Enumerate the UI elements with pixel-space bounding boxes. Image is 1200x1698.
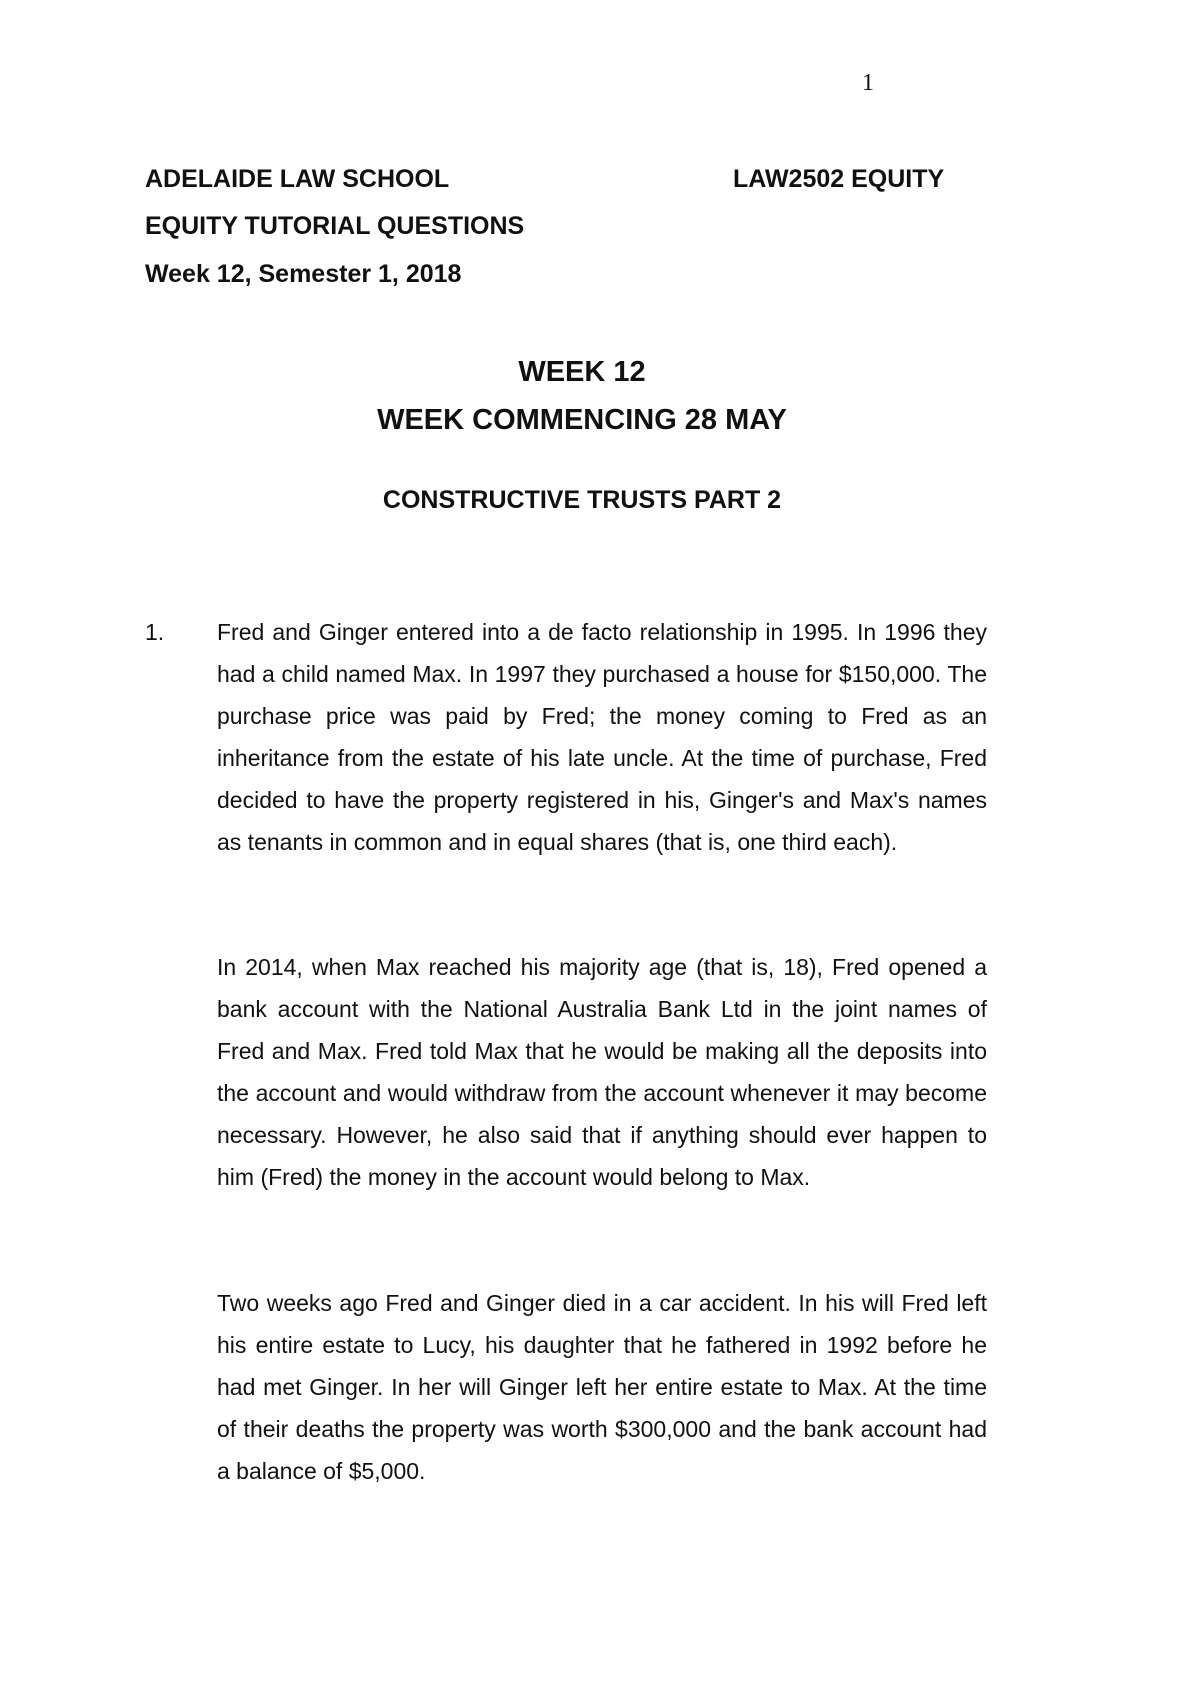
question-paragraph: Two weeks ago Fred and Ginger died in a car accident. In his will Fred left his entire estate to Lucy, his daughter that he fathered in 1992 before he had met Ginger. In her will Ginger left her entire estate to Max. At the time of their deaths the property was worth $300,000 and the bank account had a balance of $5,000. (217, 1290, 987, 1484)
week-heading: WEEK 12 (518, 356, 646, 388)
topic-heading: CONSTRUCTIVE TRUSTS PART 2 (382, 486, 782, 514)
term-info: Week 12, Semester 1, 2018 (145, 260, 462, 288)
document-subtitle: EQUITY TUTORIAL QUESTIONS (145, 212, 525, 240)
page-number: 1 (862, 70, 874, 96)
question-number: 1. (145, 619, 165, 645)
question-paragraph: In 2014, when Max reached his majority age (that is, 18), Fred opened a bank account with the National Australia Bank Ltd in the joint names of Fred and Max. Fred told Max that he would be making all the deposits into the account and would withdraw from the account whenever it may become necessary. However, he also said that if anything should ever happen to him (Fred) the money in the account would belong to Max. (217, 954, 987, 1190)
school-name: ADELAIDE LAW SCHOOL (145, 165, 450, 193)
question-paragraph: Fred and Ginger entered into a de facto relationship in 1995. In 1996 they had a child named Max. In 1997 they purchased a house for $150,000. The purchase price was paid by Fred; the money coming to Fred as an inheritance from the estate of his late uncle. At the time of purchase, Fred decided to have the property registered in his, Ginger's and Max's names as tenants in common and in equal shares (that is, one third each). (217, 619, 987, 855)
course-code: LAW2502 EQUITY (733, 165, 945, 193)
week-commencing-heading: WEEK COMMENCING 28 MAY (377, 404, 787, 436)
